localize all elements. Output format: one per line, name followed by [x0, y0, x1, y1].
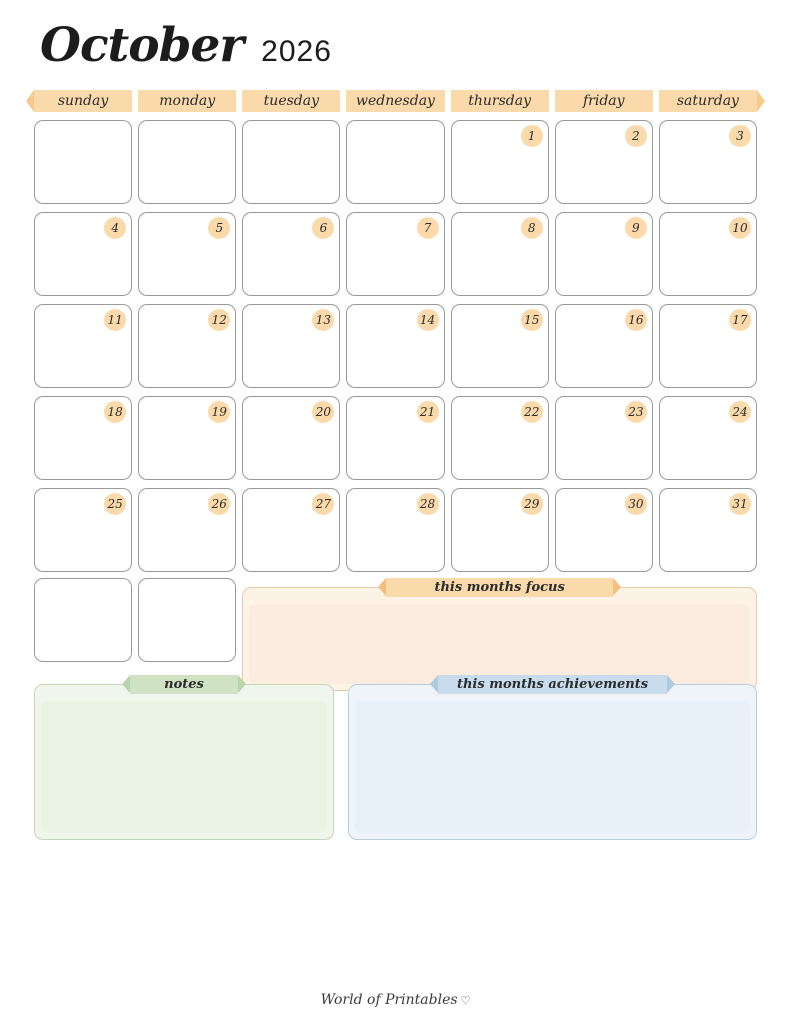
day-cell[interactable]	[138, 120, 236, 204]
day-number: 25	[104, 493, 126, 515]
calendar-week-6	[34, 578, 757, 662]
page-title	[34, 18, 757, 86]
day-cell[interactable]	[346, 488, 444, 572]
day-cell[interactable]	[138, 212, 236, 296]
day-cell[interactable]	[242, 304, 340, 388]
calendar-week-4	[34, 396, 757, 480]
brand-label: World of Printables	[320, 992, 458, 1008]
day-number: 31	[729, 493, 751, 515]
day-cell[interactable]	[451, 304, 549, 388]
day-cell[interactable]	[451, 212, 549, 296]
ribbon-right-tail-icon	[667, 675, 675, 693]
footer-brand	[0, 992, 791, 1008]
achievements-section	[348, 675, 757, 840]
day-cell[interactable]	[451, 120, 549, 204]
day-number: 29	[521, 493, 543, 515]
day-cell[interactable]	[242, 396, 340, 480]
weekday-saturday: saturday	[659, 90, 757, 112]
day-cell[interactable]	[34, 396, 132, 480]
day-number: 20	[312, 401, 334, 423]
focus-title: this months focus	[434, 580, 565, 595]
day-number: 12	[208, 309, 230, 331]
day-number: 10	[729, 217, 751, 239]
weekday-header	[34, 90, 757, 112]
day-number: 14	[417, 309, 439, 331]
day-cell[interactable]	[242, 488, 340, 572]
calendar-week-3	[34, 304, 757, 388]
day-cell[interactable]	[242, 120, 340, 204]
day-number: 8	[521, 217, 543, 239]
calendar-week-1	[34, 120, 757, 204]
day-cell[interactable]	[346, 212, 444, 296]
day-number: 30	[625, 493, 647, 515]
day-cell[interactable]	[555, 396, 653, 480]
day-cell[interactable]	[34, 304, 132, 388]
achievements-writing-area[interactable]	[348, 684, 757, 840]
day-cell[interactable]	[555, 304, 653, 388]
day-cell[interactable]	[346, 304, 444, 388]
day-cell[interactable]	[659, 488, 757, 572]
day-cell[interactable]	[34, 488, 132, 572]
notes-inner-area[interactable]	[41, 701, 327, 833]
day-number: 26	[208, 493, 230, 515]
notes-section	[34, 675, 334, 840]
bottom-sections	[34, 675, 757, 840]
day-number: 2	[625, 125, 647, 147]
achievements-title-ribbon	[438, 675, 667, 694]
day-cell[interactable]	[451, 396, 549, 480]
day-cell[interactable]	[138, 396, 236, 480]
weekday-tuesday: tuesday	[242, 90, 340, 112]
month-label: October	[40, 18, 244, 73]
focus-inner-area[interactable]	[249, 604, 750, 684]
day-number: 7	[417, 217, 439, 239]
day-number: 1	[521, 125, 543, 147]
day-number: 16	[625, 309, 647, 331]
day-cell[interactable]	[555, 120, 653, 204]
ribbon-left-tail-icon	[122, 675, 130, 693]
day-number: 23	[625, 401, 647, 423]
day-number: 19	[208, 401, 230, 423]
achievements-title: this months achievements	[456, 677, 649, 692]
day-number: 18	[104, 401, 126, 423]
weekday-wednesday: wednesday	[346, 90, 444, 112]
day-number: 21	[417, 401, 439, 423]
day-number: 13	[312, 309, 334, 331]
weekday-thursday: thursday	[451, 90, 549, 112]
day-cell[interactable]	[555, 488, 653, 572]
day-cell[interactable]	[242, 212, 340, 296]
day-cell[interactable]	[34, 120, 132, 204]
focus-title-ribbon	[386, 578, 613, 597]
achievements-inner-area[interactable]	[355, 701, 750, 833]
weekday-friday: friday	[555, 90, 653, 112]
day-cell[interactable]	[659, 396, 757, 480]
weekday-sunday: sunday	[34, 90, 132, 112]
notes-title-ribbon	[130, 675, 238, 694]
day-number: 22	[521, 401, 543, 423]
weekday-monday: monday	[138, 90, 236, 112]
focus-section	[242, 578, 757, 662]
calendar-week-5	[34, 488, 757, 572]
notes-writing-area[interactable]	[34, 684, 334, 840]
day-number: 17	[729, 309, 751, 331]
day-cell[interactable]	[346, 396, 444, 480]
day-cell[interactable]	[34, 212, 132, 296]
ribbon-left-tail-icon	[430, 675, 438, 693]
day-cell[interactable]	[138, 304, 236, 388]
day-cell[interactable]	[451, 488, 549, 572]
day-number: 6	[312, 217, 334, 239]
day-cell[interactable]	[555, 212, 653, 296]
day-cell[interactable]	[346, 120, 444, 204]
day-number: 4	[104, 217, 126, 239]
day-number: 27	[312, 493, 334, 515]
ribbon-right-tail-icon	[613, 578, 621, 596]
day-cell[interactable]	[659, 120, 757, 204]
day-cell[interactable]	[659, 304, 757, 388]
year-label: 2026	[261, 35, 332, 68]
day-number: 15	[521, 309, 543, 331]
day-cell[interactable]	[659, 212, 757, 296]
calendar-week-2	[34, 212, 757, 296]
ribbon-left-tail-icon	[378, 578, 386, 596]
ribbon-right-tail-icon	[238, 675, 246, 693]
day-cell-extra[interactable]	[138, 578, 236, 662]
day-cell[interactable]	[138, 488, 236, 572]
day-number: 28	[417, 493, 439, 515]
day-number: 24	[729, 401, 751, 423]
notes-title: notes	[164, 677, 204, 692]
day-number: 9	[625, 217, 647, 239]
day-number: 5	[208, 217, 230, 239]
heart-icon: ♡	[460, 994, 471, 1007]
day-cell-extra[interactable]	[34, 578, 132, 662]
day-number: 11	[104, 309, 126, 331]
day-number: 3	[729, 125, 751, 147]
